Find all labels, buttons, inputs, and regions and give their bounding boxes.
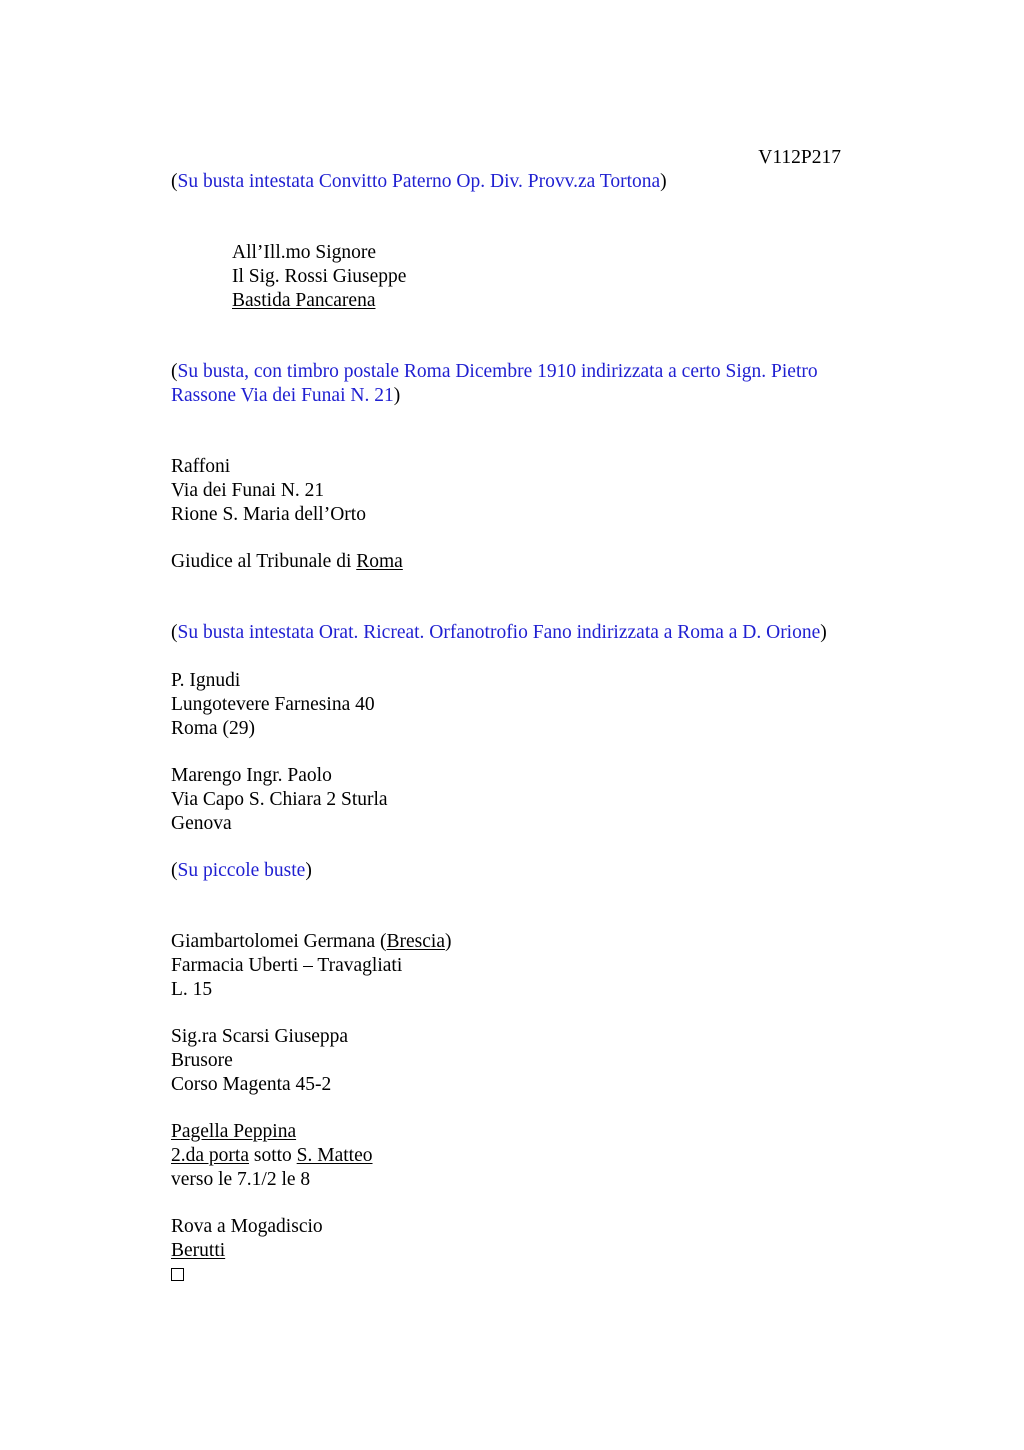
address-line: Rione S. Maria dell’Orto — [171, 503, 366, 525]
envelope-note-2: (Su busta, con timbro postale Roma Dicembre 1910 indirizzata a certo Sign. Pietro Rassone Via dei Funai N. 21) — [171, 361, 818, 406]
note-text: Su busta, con timbro postale Roma Dicembre 1910 indirizzata a certo Sign. Pietro — [177, 361, 818, 382]
address-block-4 — [171, 764, 388, 835]
address-line: Giambartolomei Germana (Brescia) — [171, 931, 452, 952]
address-block-1 — [171, 241, 406, 312]
envelope-note-4: (Su piccole buste) — [171, 860, 312, 881]
address-line: Pagella Peppina — [171, 1121, 297, 1142]
checkbox-icon — [171, 1268, 184, 1281]
address-block-6 — [171, 1025, 348, 1096]
address-line: Brusore — [171, 1049, 233, 1071]
address-line: Via dei Funai N. 21 — [171, 479, 325, 501]
address-block-7 — [171, 1120, 373, 1191]
address-line: P. Ignudi — [171, 670, 241, 691]
address-line: Genova — [171, 812, 232, 834]
address-line: Farmacia Uberti – Travagliati — [171, 954, 403, 976]
address-line: Roma (29) — [171, 717, 255, 739]
envelope-note-1: (Su busta intestata Convitto Paterno Op. Div. Provv.za Tortona) — [171, 171, 667, 192]
address-line: L. 15 — [171, 978, 213, 1000]
address-line: All’Ill.mo Signore — [232, 242, 377, 263]
judge-line: Giudice al Tribunale di Roma — [171, 551, 403, 572]
address-line: Il Sig. Rossi Giuseppe — [232, 265, 407, 287]
note-text: Su busta intestata Orat. Ricreat. Orfanotrofio Fano indirizzata a Roma a D. Orione — [177, 622, 821, 643]
address-line: Via Capo S. Chiara 2 Sturla — [171, 788, 388, 810]
address-line: Raffoni — [171, 456, 231, 477]
note-text: Su piccole buste — [177, 860, 306, 881]
note-text: Su busta intestata Convitto Paterno Op. Div. Provv.za Tortona — [177, 171, 661, 192]
address-block-5 — [171, 930, 451, 1001]
address-block-2 — [171, 455, 366, 526]
envelope-note-3: (Su busta intestata Orat. Ricreat. Orfanotrofio Fano indirizzata a Roma a D. Orione) — [171, 622, 827, 643]
address-line: 2.da porta sotto S. Matteo — [171, 1144, 373, 1166]
address-line: Berutti — [171, 1239, 226, 1261]
address-line: Lungotevere Farnesina 40 — [171, 693, 375, 715]
document-reference: V112P217 — [758, 147, 841, 168]
address-line: Corso Magenta 45-2 — [171, 1073, 332, 1095]
address-line: verso le 7.1/2 le 8 — [171, 1168, 311, 1190]
address-line: Sig.ra Scarsi Giuseppa — [171, 1026, 349, 1047]
address-line — [171, 1263, 323, 1288]
address-line: Bastida Pancarena — [232, 289, 376, 311]
address-block-3 — [171, 669, 375, 740]
note-text: Rassone Via dei Funai N. 21 — [171, 384, 394, 406]
address-line: Rova a Mogadiscio — [171, 1216, 323, 1237]
address-line: Marengo Ingr. Paolo — [171, 765, 332, 786]
address-block-8 — [171, 1215, 323, 1287]
